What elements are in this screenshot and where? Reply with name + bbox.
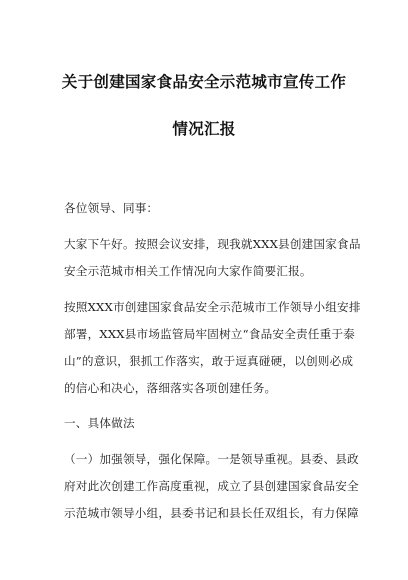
paragraph-measures bbox=[64, 446, 359, 527]
paragraph-line: 部署，XXX县市场监管局牢固树立“食品安全责任重于泰 bbox=[64, 327, 355, 341]
paragraph-line: 府对此次创建工作高度重视，成立了县创建国家食品安全 bbox=[64, 479, 359, 493]
paragraph-line: 的信心和决心，落细落实各项创建任务。 bbox=[64, 381, 277, 395]
document-title-line2: 情况汇报 bbox=[172, 120, 236, 138]
paragraph-line: 山”的意识，狠抓工作落实，敢于逗真碰硬，以创则必成 bbox=[64, 354, 354, 368]
paragraph-line: 大家下午好。按照会议安排，现我就XXX县创建国家食品 bbox=[64, 237, 361, 251]
paragraph-background bbox=[64, 294, 361, 402]
greeting-text: 各位领导、同事： bbox=[64, 201, 159, 215]
paragraph-line: （一）加强领导，强化保障。一是领导重视。县委、县政 bbox=[64, 452, 359, 466]
paragraph-opening bbox=[64, 231, 361, 285]
section-heading bbox=[64, 410, 354, 437]
paragraph-line: 示范城市领导小组，县委书记和县长任双组长，有力保障 bbox=[64, 506, 359, 520]
paragraph-line: 安全示范城市相关工作情况向大家作简要汇报。 bbox=[64, 264, 312, 278]
document-title-line1: 关于创建国家食品安全示范城市宣传工作 bbox=[61, 73, 347, 91]
section-heading-text: 一、具体做法 bbox=[64, 416, 135, 430]
greeting bbox=[64, 195, 354, 222]
paragraph-line: 按照XXX市创建国家食品安全示范城市工作领导小组安排 bbox=[64, 300, 361, 314]
